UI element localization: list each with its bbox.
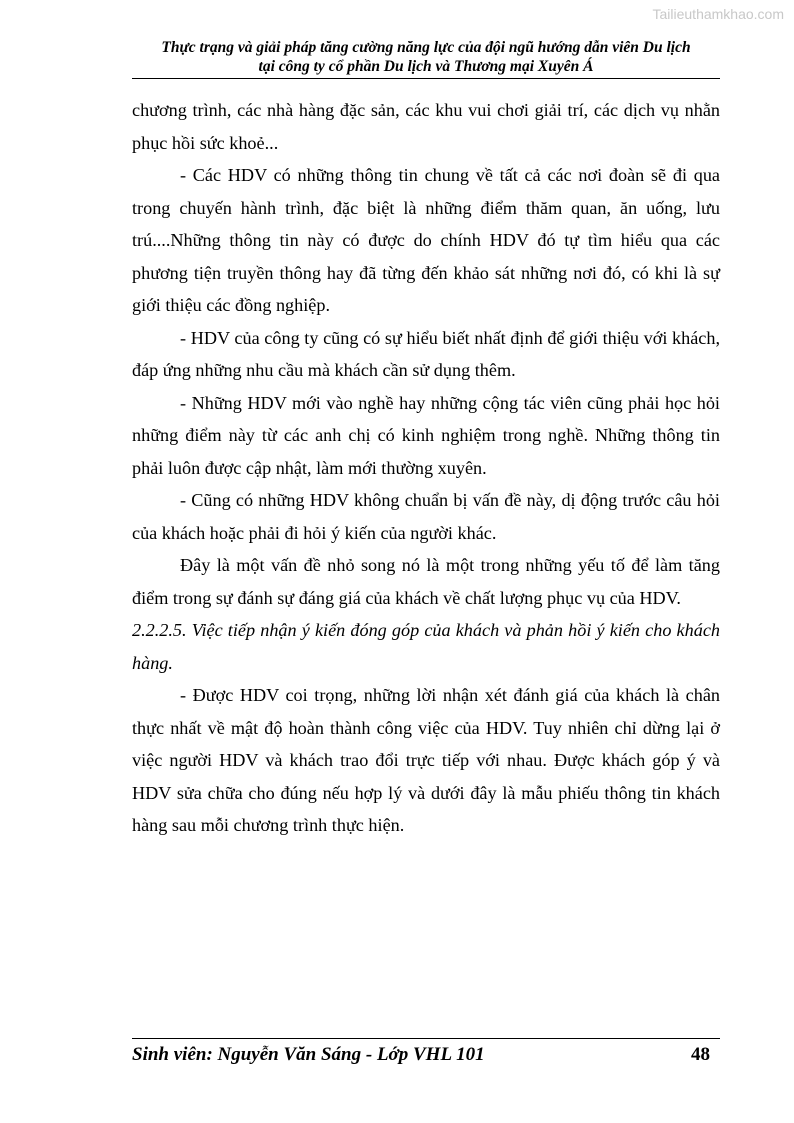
- page-footer: [132, 1044, 720, 1066]
- watermark: Tailieuthamkhao.com: [652, 6, 784, 22]
- footer-divider: [132, 1038, 720, 1039]
- page-number: 48: [691, 1044, 710, 1065]
- student-info: Sinh viên: Nguyễn Văn Sáng - Lớp VHL 101: [132, 1044, 485, 1065]
- section-heading-2-2-2-5: 2.2.2.5. Việc tiếp nhận ý kiến đóng góp của khách và phản hồi ý kiến cho khách hàng.: [132, 620, 720, 673]
- page-body: [132, 94, 720, 842]
- paragraph-unprepared-guides: - Cũng có những HDV không chuẩn bị vấn đề này, dị động trước câu hỏi của khách hoặc phải đi hỏi ý kiến của người khác.: [132, 490, 720, 543]
- header-divider: [132, 78, 720, 79]
- paragraph-continuation: chương trình, các nhà hàng đặc sản, các khu vui chơi giải trí, các dịch vụ nhằn phục hồi sức khoẻ...: [132, 100, 720, 153]
- running-header: [132, 38, 720, 76]
- header-line-2: tại công ty cổ phần Du lịch và Thương mại Xuyên Á: [258, 58, 594, 75]
- paragraph-company-knowledge: - HDV của công ty cũng có sự hiểu biết nhất định để giới thiệu với khách, đáp ứng những nhu cầu mà khách cần sử dụng thêm.: [132, 327, 720, 380]
- paragraph-general-info: - Các HDV có những thông tin chung về tất cả các nơi đoàn sẽ đi qua trong chuyến hành trình, đặc biệt là những điểm thăm quan, ăn uống, lưu trú....Những thông tin này có được do chính HDV đó tự tìm hiểu qua các phương tiện truyền thông hay đã từng đến khảo sát những nơi đó, có khi là sự giới thiệu các đồng nghiệp.: [132, 165, 720, 315]
- header-line-1: Thực trạng và giải pháp tăng cường năng lực của đội ngũ hướng dẫn viên Du lịch: [161, 39, 691, 56]
- paragraph-importance: Đây là một vấn đề nhỏ song nó là một trong những yếu tố để làm tăng điểm trong sự đánh sự đáng giá của khách về chất lượng phục vụ của HDV.: [132, 555, 720, 608]
- paragraph-new-guides: - Những HDV mới vào nghề hay những cộng tác viên cũng phải học hỏi những điểm này từ các anh chị có kinh nghiệm trong nghề. Những thông tin phải luôn được cập nhật, làm mới thường xuyên.: [132, 392, 720, 478]
- paragraph-feedback: - Được HDV coi trọng, những lời nhận xét đánh giá của khách là chân thực nhất về mật độ hoàn thành công việc của HDV. Tuy nhiên chỉ dừng lại ở việc người HDV và khách trao đổi trực tiếp với nhau. Được khách góp ý và HDV sửa chữa cho đúng nếu hợp lý và dưới đây là mẫu phiếu thông tin khách hàng sau mỗi chương trình thực hiện.: [132, 685, 720, 835]
